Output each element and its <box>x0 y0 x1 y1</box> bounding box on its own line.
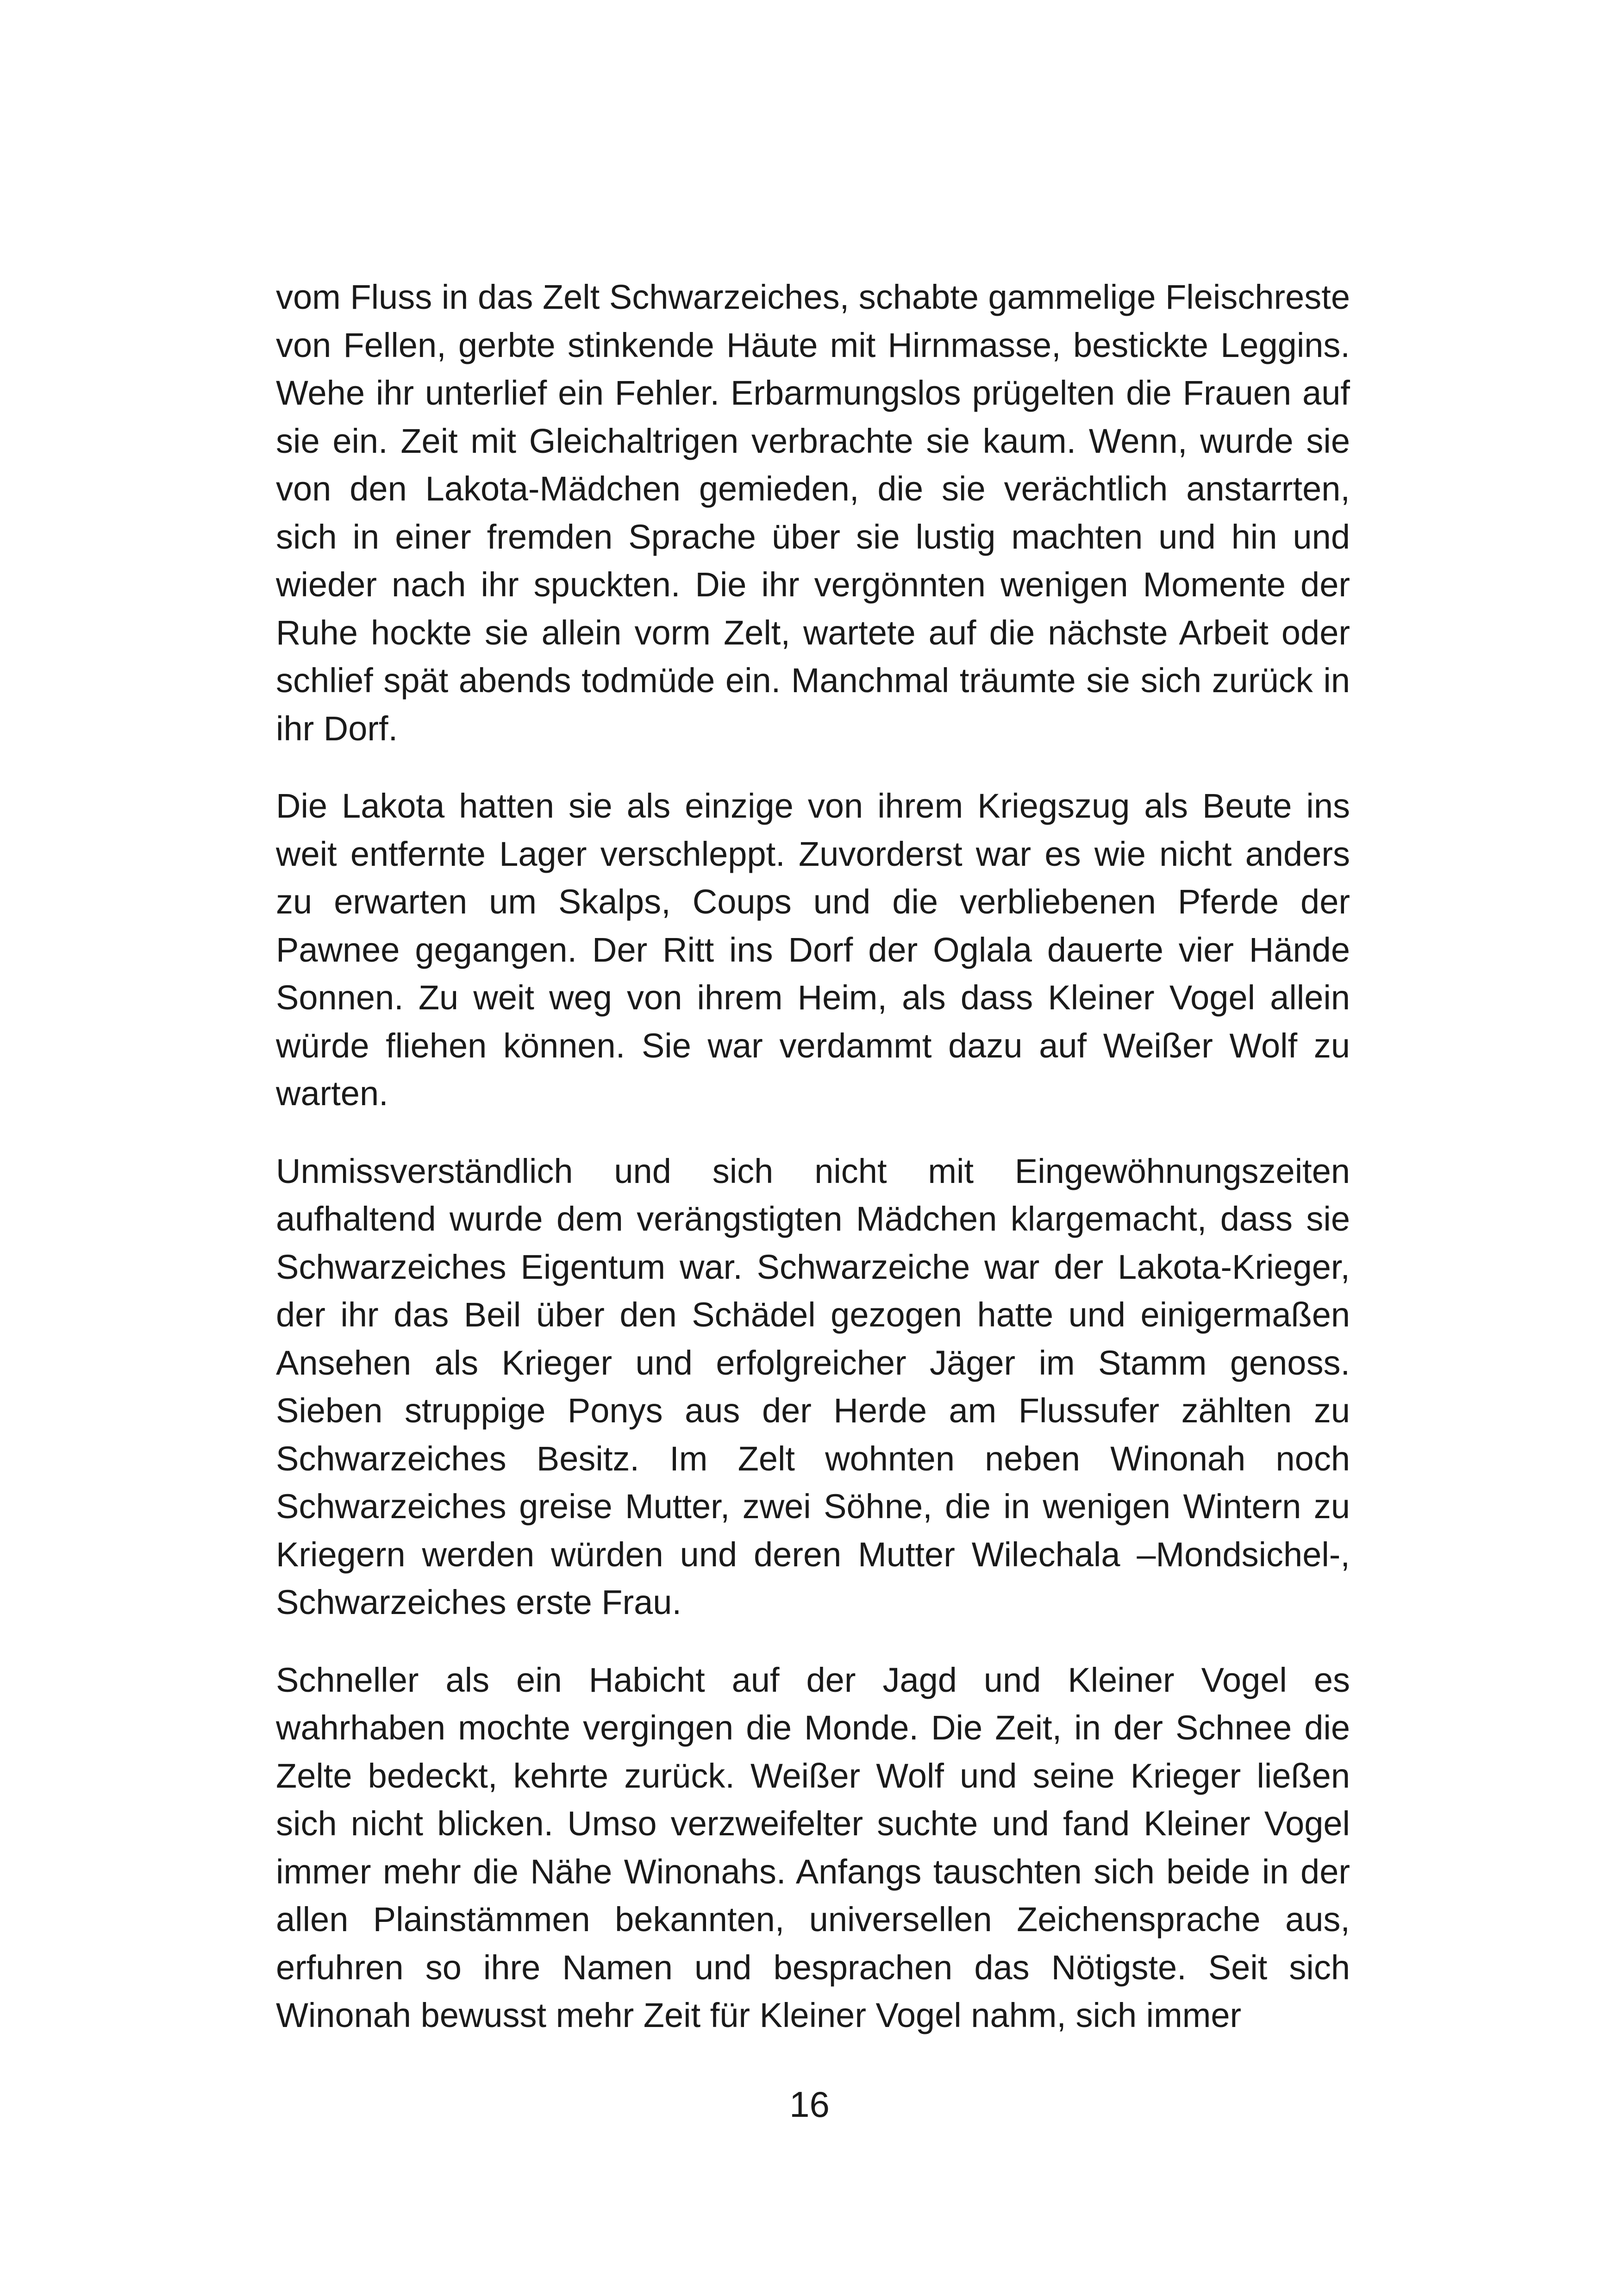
page-number: 16 <box>789 2084 830 2125</box>
paragraph-1: vom Fluss in das Zelt Schwarzeiches, schabte gammelige Fleischreste von Fellen, gerbte stinkende Häute mit Hirnmasse, bestickte Leggins. Wehe ihr unterlief ein Fehler. Erbarmungslos prügelten die Frauen auf sie ein. Zeit mit Gleichaltrigen verbrachte sie kaum. Wenn, wurde sie von den Lakota-Mädchen gemieden, die sie verächtlich anstarrten, sich in einer fremden Sprache über sie lustig machten und hin und wieder nach ihr spuckten. Die ihr vergönnten wenigen Momente der Ruhe hockte sie allein vorm Zelt, wartete auf die nächste Arbeit oder schlief spät abends todmüde ein. Manchmal träumte sie sich zurück in ihr Dorf. <box>276 278 1350 748</box>
paragraph-3: Unmissverständlich und sich nicht mit Eingewöhnungszeiten aufhaltend wurde dem verängstigten Mädchen klargemacht, dass sie Schwarzeiches Eigentum war. Schwarzeiche war der Lakota-Krieger, der ihr das Beil über den Schädel gezogen hatte und einigermaßen Ansehen als Krieger und erfolgreicher Jäger im Stamm genoss. Sieben struppige Ponys aus der Herde am Flussufer zählten zu Schwarzeiches Besitz. Im Zelt wohnten neben Winonah noch Schwarzeiches greise Mutter, zwei Söhne, die in wenigen Wintern zu Kriegern werden würden und deren Mutter Wilechala –Mondsichel-, Schwarzeiches erste Frau. <box>276 1151 1350 1621</box>
paragraph-2: Die Lakota hatten sie als einzige von ihrem Kriegszug als Beute ins weit entfernte Lager verschleppt. Zuvorderst war es wie nicht anders zu erwarten um Skalps, Coups und die verbliebenen Pferde der Pawnee gegangen. Der Ritt ins Dorf der Oglala dauerte vier Hände Sonnen. Zu weit weg von ihrem Heim, als dass Kleiner Vogel allein würde fliehen können. Sie war verdammt dazu auf Weißer Wolf zu warten. <box>276 787 1350 1113</box>
body-text <box>276 273 1350 2039</box>
paragraph-4: Schneller als ein Habicht auf der Jagd und Kleiner Vogel es wahrhaben mochte vergingen die Monde. Die Zeit, in der Schnee die Zelte bedeckt, kehrte zurück. Weißer Wolf und seine Krieger ließen sich nicht blicken. Umso verzweifelter suchte und fand Kleiner Vogel immer mehr die Nähe Winonahs. Anfangs tauschten sich beide in der allen Plainstämmen bekannten, universellen Zeichensprache aus, erfuhren so ihre Namen und besprachen das Nötigste. Seit sich Winonah bewusst mehr Zeit für Kleiner Vogel nahm, sich immer <box>276 1660 1350 2034</box>
